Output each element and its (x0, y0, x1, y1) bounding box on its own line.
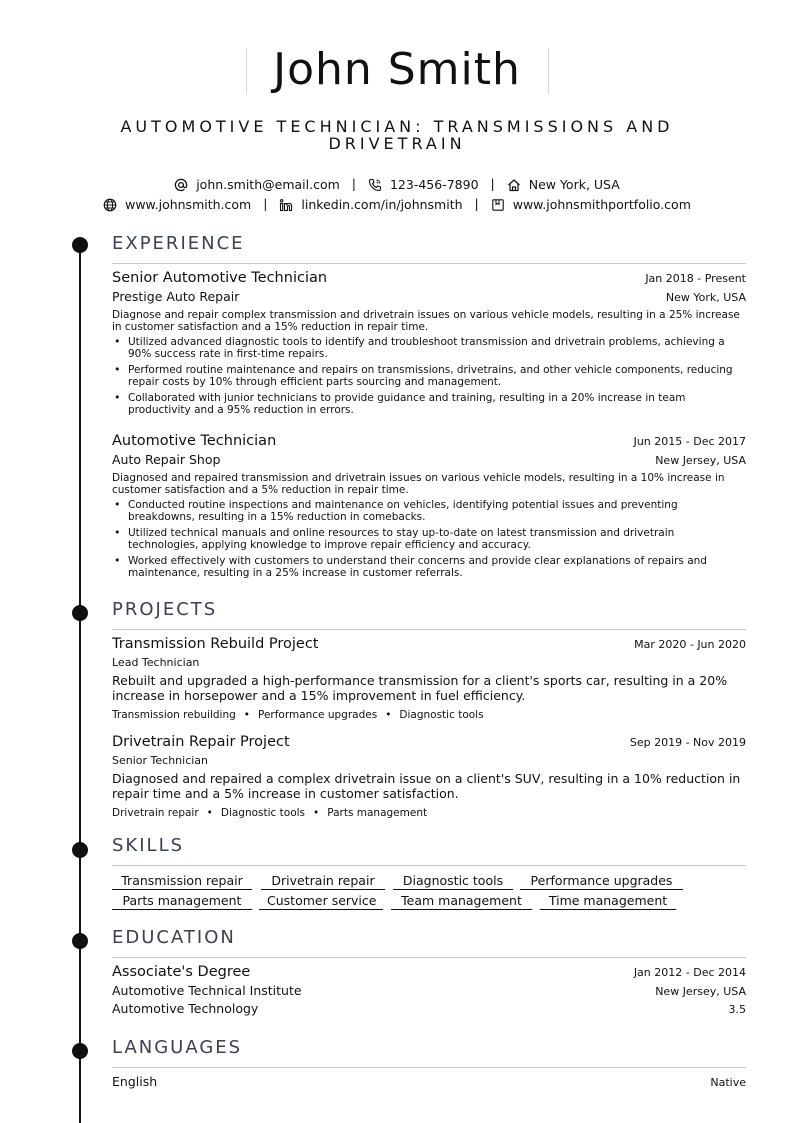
education-heading-block (112, 927, 746, 949)
field-of-study: Automotive Technology (112, 1001, 259, 1016)
language-entry (112, 1074, 746, 1089)
contact-row-1 (0, 176, 794, 193)
education-dates: Jan 2012 - Dec 2014 (633, 966, 746, 979)
separator: | (351, 176, 356, 191)
gpa: 3.5 (728, 1003, 746, 1016)
contact-row-2 (0, 196, 794, 213)
skill-chip: Transmission repair (112, 873, 252, 890)
at-icon (174, 178, 188, 192)
school-name: Automotive Technical Institute (112, 983, 302, 998)
email-text: john.smith@email.com (196, 176, 340, 192)
company-name: Auto Repair Shop (112, 452, 221, 467)
project-tag: Transmission rebuilding (112, 709, 236, 721)
contact-linkedin[interactable] (279, 197, 462, 213)
project-role: Lead Technician (112, 656, 200, 669)
section-divider (112, 263, 746, 264)
projects-heading-block (112, 599, 746, 621)
portfolio-text: www.johnsmithportfolio.com (512, 196, 691, 212)
list-item: • Conducted routine inspections and maintenance on vehicles, identifying potential issues and preventing breakdowns, resulting in a 15% reduction in comebacks. (112, 499, 746, 523)
globe-icon (103, 198, 117, 212)
project-description: Diagnosed and repaired a complex drivetrain issue on a client's SUV, resulting in a 10% reduction in repair time and a 5% increase in customer satisfaction. (112, 771, 741, 801)
timeline-dot-skills (72, 842, 88, 858)
phone-icon (368, 178, 382, 192)
languages-heading: LANGUAGES (112, 1037, 243, 1058)
separator: | (490, 176, 495, 191)
timeline-dot-projects (72, 605, 88, 621)
website-text: www.johnsmith.com (125, 196, 252, 212)
location-text: New York, USA (528, 176, 620, 192)
list-item: • Utilized advanced diagnostic tools to identify and troubleshoot transmission and drivetrain problems, achieving a 90% success rate in first-time repairs. (112, 336, 746, 360)
project-1 (112, 636, 746, 721)
job-location: New York, USA (665, 291, 746, 304)
projects-heading: PROJECTS (112, 599, 218, 620)
timeline-dot-experience (72, 237, 88, 253)
degree: Associate's Degree (112, 964, 251, 980)
list-item: • Worked effectively with customers to understand their concerns and provide clear explanations of repairs and maintenance, resulting in a 25% increase in customer referrals. (112, 555, 746, 579)
skills-heading: SKILLS (112, 835, 185, 856)
experience-job-2 (112, 433, 746, 583)
education-location: New Jersey, USA (655, 985, 746, 998)
timeline-dot-education (72, 933, 88, 949)
list-item: • Collaborated with junior technicians to provide guidance and training, resulting in a 20% increase in team productivity and a 95% reduction in errors. (112, 392, 746, 416)
skill-chip: Performance upgrades (520, 873, 683, 890)
job-title: Senior Automotive Technician (112, 270, 328, 286)
contact-phone[interactable] (368, 177, 479, 193)
section-divider (112, 957, 746, 958)
job-dates: Jun 2015 - Dec 2017 (633, 435, 746, 448)
timeline-line (79, 244, 81, 1123)
experience-heading: EXPERIENCE (112, 233, 245, 254)
linkedin-icon (279, 198, 293, 212)
project-role: Senior Technician (112, 754, 209, 767)
section-divider (112, 629, 746, 630)
home-icon (507, 178, 521, 192)
job-title: Automotive Technician (112, 433, 277, 449)
skill-chip: Drivetrain repair (261, 873, 385, 890)
skills-heading-block (112, 835, 746, 857)
job-title-headline: AUTOMOTIVE TECHNICIAN: TRANSMISSIONS AND DRIVETRAIN (120, 117, 674, 153)
contact-email[interactable] (174, 177, 340, 193)
language-name: English (112, 1074, 158, 1089)
project-title: Transmission Rebuild Project (112, 636, 319, 652)
language-level: Native (710, 1076, 746, 1089)
separator: | (474, 196, 479, 211)
section-divider (112, 1067, 746, 1068)
project-dates: Mar 2020 - Jun 2020 (634, 638, 746, 651)
linkedin-text: linkedin.com/in/johnsmith (301, 196, 463, 212)
company-name: Prestige Auto Repair (112, 289, 240, 304)
list-item: • Performed routine maintenance and repairs on transmissions, drivetrains, and other vehicle components, reducing repair costs by 10% through efficient parts sourcing and management. (112, 364, 746, 388)
skill-chip: Time management (540, 893, 676, 910)
phone-text: 123-456-7890 (389, 176, 479, 192)
project-tag: Drivetrain repair (112, 807, 199, 819)
project-tag: Parts management (327, 807, 428, 819)
project-tags: Drivetrain repair • Diagnostic tools • Parts management (112, 807, 428, 819)
project-tag: Diagnostic tools (399, 709, 484, 721)
separator: | (263, 196, 268, 211)
job-location: New Jersey, USA (655, 454, 746, 467)
skill-chip: Customer service (259, 893, 383, 910)
education-entry (112, 964, 746, 1016)
name-block (0, 42, 794, 98)
job-bullets (112, 336, 746, 416)
timeline-dot-languages (72, 1043, 88, 1059)
skill-chip: Diagnostic tools (393, 873, 513, 890)
languages-heading-block (112, 1037, 746, 1059)
job-description: Diagnose and repair complex transmission and drivetrain issues on various vehicle models, resulting in a 25% increase in customer satisfaction and a 15% reduction in repair time. (112, 309, 740, 333)
project-tag: Diagnostic tools (220, 807, 306, 819)
project-tag: Performance upgrades (257, 709, 378, 721)
job-bullets (112, 499, 746, 579)
project-dates: Sep 2019 - Nov 2019 (629, 736, 746, 749)
project-description: Rebuilt and upgraded a high-performance transmission for a client's sports car, resulting in a 20% increase in horsepower and a 15% improvement in fuel efficiency. (112, 673, 728, 703)
job-dates: Jan 2018 - Present (645, 272, 746, 285)
experience-job-1 (112, 270, 746, 420)
project-2 (112, 734, 746, 819)
education-heading: EDUCATION (112, 927, 236, 948)
list-item: • Utilized technical manuals and online resources to stay up-to-date on latest transmission and drivetrain technologies, applying knowledge to improve repair efficiency and accuracy. (112, 527, 746, 551)
candidate-name: John Smith (273, 44, 521, 95)
skill-chip: Team management (391, 893, 532, 910)
portfolio-icon (491, 198, 505, 212)
contact-website[interactable] (103, 197, 251, 213)
project-title: Drivetrain Repair Project (112, 734, 290, 750)
project-tags: Transmission rebuilding • Performance upgrades • Diagnostic tools (112, 709, 484, 721)
skill-chip: Parts management (112, 893, 252, 910)
job-description: Diagnosed and repaired transmission and drivetrain issues on various vehicle models, resulting in a 10% increase in customer satisfaction and a 5% reduction in repair time. (112, 472, 725, 496)
contact-portfolio[interactable] (491, 197, 691, 213)
section-divider (112, 865, 746, 866)
experience-heading-block (112, 233, 746, 255)
contact-location (507, 177, 620, 193)
